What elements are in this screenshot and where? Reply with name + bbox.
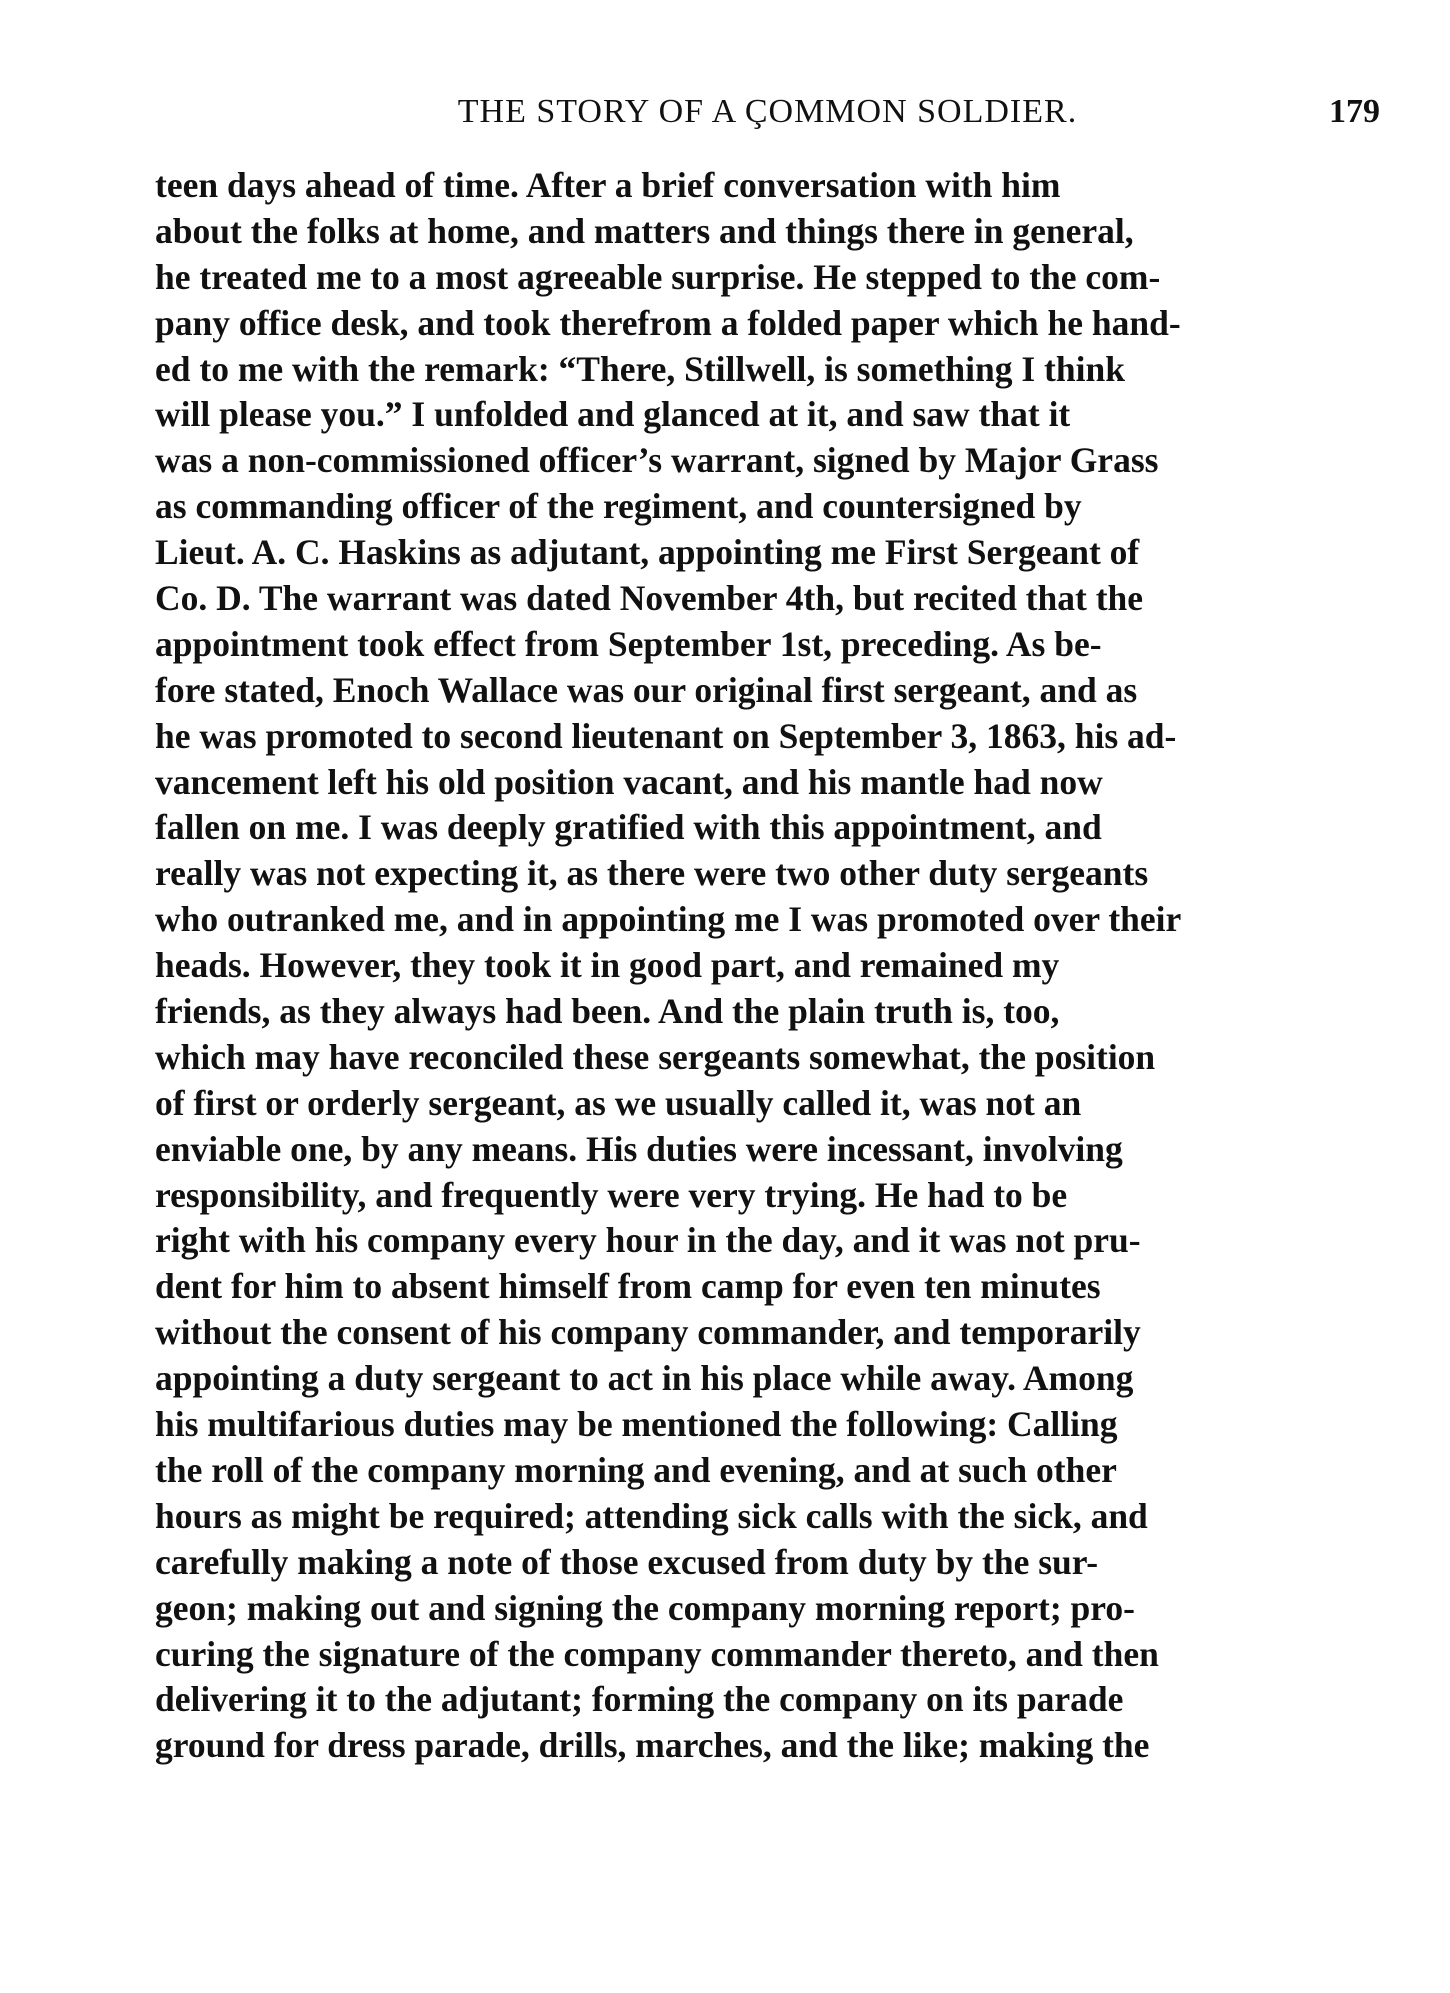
running-title: THE STORY OF A ÇOMMON SOLDIER. [457,93,1078,130]
text-line: geon; making out and signing the company morning report; pro- [155,1587,1135,1628]
text-line: without the consent of his company commander, and temporarily [155,1312,1141,1353]
text-line: appointment took effect from September 1st, preceding. As be- [155,623,1102,664]
text-line: his multifarious duties may be mentioned the following: Calling [155,1404,1118,1445]
text-line: the roll of the company morning and evening, and at such other [155,1449,1117,1490]
text-line: vancement left his old position vacant, and his mantle had now [155,761,1103,802]
text-line: ground for dress parade, drills, marches, and the like; making the [155,1725,1150,1766]
text-line: of first or orderly sergeant, as we usually called it, was not an [155,1082,1082,1123]
text-line: fallen on me. I was deeply gratified with this appointment, and [155,807,1102,848]
page-number: 179 [1329,93,1380,130]
body-text [155,163,1380,1769]
text-line: heads. However, they took it in good part, and remained my [155,945,1060,986]
text-line: delivering it to the adjutant; forming the company on its parade [155,1679,1124,1720]
text-line: carefully making a note of those excused from duty by the sur- [155,1541,1099,1582]
text-line: was a non-commissioned officer’s warrant, signed by Major Grass [155,440,1159,481]
text-line: right with his company every hour in the day, and it was not pru- [155,1220,1141,1261]
text-line: really was not expecting it, as there were two other duty sergeants [155,853,1149,894]
text-line: he treated me to a most agreeable surprise. He stepped to the com- [155,256,1161,297]
text-line: fore stated, Enoch Wallace was our original first sergeant, and as [155,669,1138,710]
running-header [155,92,1380,132]
text-line: teen days ahead of time. After a brief conversation with him [155,165,1061,205]
text-line: about the folks at home, and matters and things there in general, [155,210,1134,251]
text-line: which may have reconciled these sergeants somewhat, the position [155,1036,1156,1077]
text-line: who outranked me, and in appointing me I was promoted over their [155,899,1182,940]
text-line: appointing a duty sergeant to act in his place while away. Among [155,1358,1134,1399]
text-line: friends, as they always had been. And the plain truth is, too, [155,991,1060,1032]
text-line: pany office desk, and took therefrom a folded paper which he hand- [155,302,1181,343]
text-line: Co. D. The warrant was dated November 4th, but recited that the [155,578,1144,619]
text-line: ed to me with the remark: “There, Stillwell, is something I think [155,348,1125,389]
text-line: enviable one, by any means. His duties were incessant, involving [155,1128,1123,1169]
text-line: hours as might be required; attending sick calls with the sick, and [155,1495,1148,1536]
text-line: will please you.” I unfolded and glanced at it, and saw that it [155,394,1071,435]
text-line: as commanding officer of the regiment, and countersigned by [155,486,1082,527]
text-line: curing the signature of the company commander thereto, and then [155,1633,1159,1674]
text-line: he was promoted to second lieutenant on September 3, 1863, his ad- [155,715,1177,756]
text-line: responsibility, and frequently were very trying. He had to be [155,1174,1068,1215]
text-line: dent for him to absent himself from camp for even ten minutes [155,1266,1101,1307]
text-line: Lieut. A. C. Haskins as adjutant, appointing me First Sergeant of [155,532,1140,573]
